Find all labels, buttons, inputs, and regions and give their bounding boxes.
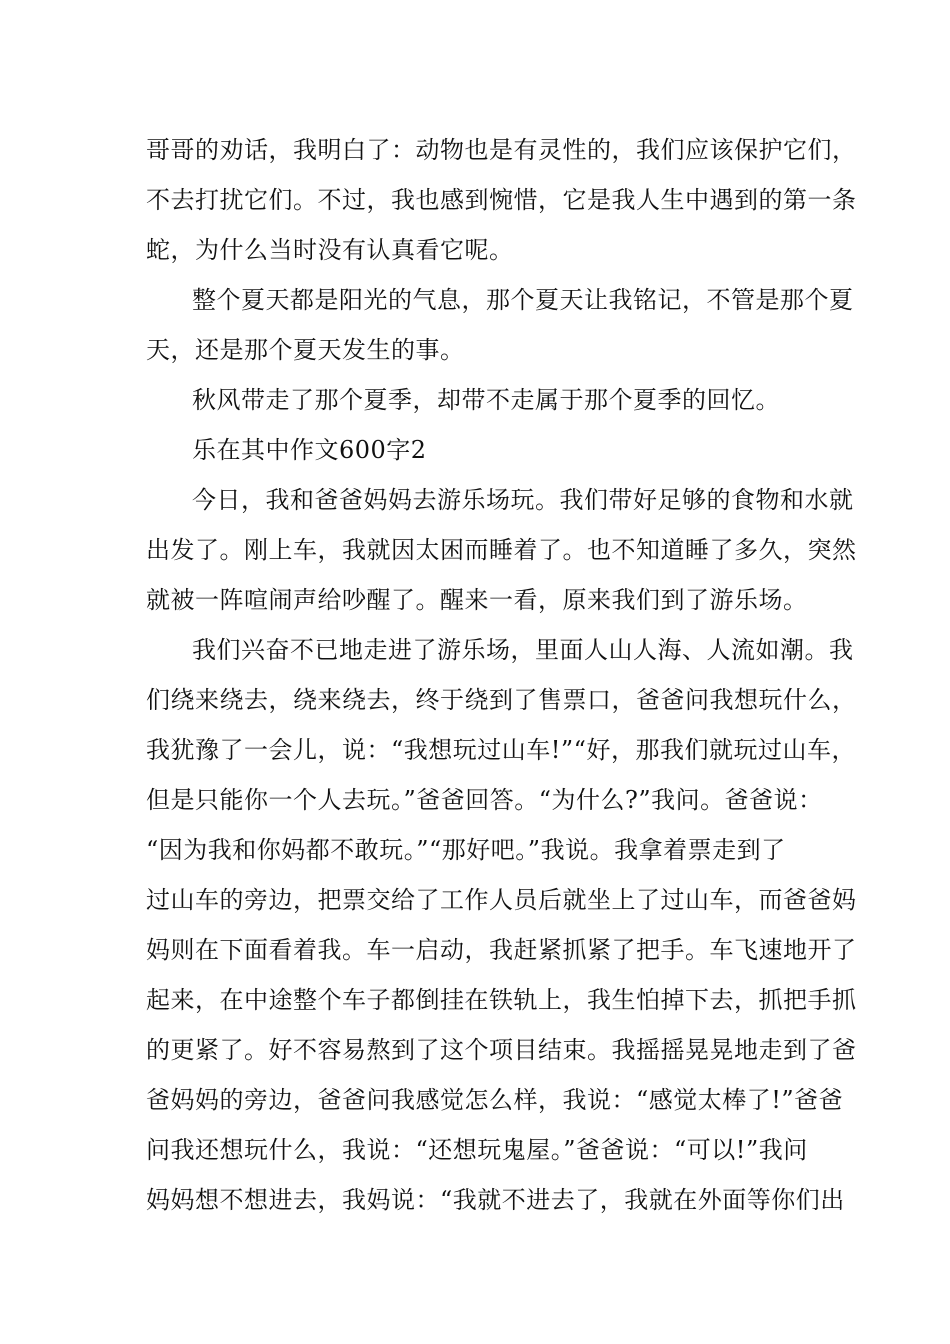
section-heading: 乐在其中作文600字2 bbox=[192, 436, 427, 464]
text-line: 妈妈想不想进去，我妈说：“我就不进去了，我就在外面等你们出 bbox=[146, 1186, 845, 1214]
text-line: 们绕来绕去，绕来绕去，终于绕到了售票口，爸爸问我想玩什么， bbox=[146, 686, 857, 714]
text-line: 整个夏天都是阳光的气息，那个夏天让我铭记，不管是那个夏 bbox=[192, 286, 854, 314]
text-line: 起来，在中途整个车子都倒挂在铁轨上，我生怕掉下去，抓把手抓 bbox=[146, 986, 857, 1014]
text-line: 爸妈妈的旁边，爸爸问我感觉怎么样，我说：“感觉太棒了!”爸爸 bbox=[146, 1086, 844, 1114]
text-line: 妈则在下面看着我。车一启动，我赶紧抓紧了把手。车飞速地开了 bbox=[146, 936, 857, 964]
text-line: 问我还想玩什么，我说：“还想玩鬼屋。”爸爸说：“可以!”我问 bbox=[146, 1136, 808, 1164]
text-line: 我们兴奋不已地走进了游乐场，里面人山人海、人流如潮。我 bbox=[192, 636, 854, 664]
text-line: 不去打扰它们。不过，我也感到惋惜，它是我人生中遇到的第一条 bbox=[146, 186, 857, 214]
text-line: “因为我和你妈都不敢玩。”“那好吧。”我说。我拿着票走到了 bbox=[146, 836, 786, 864]
text-line: 出发了。刚上车，我就因太困而睡着了。也不知道睡了多久，突然 bbox=[146, 536, 857, 564]
text-line: 今日，我和爸爸妈妈去游乐场玩。我们带好足够的食物和水就 bbox=[192, 486, 854, 514]
text-line: 秋风带走了那个夏季，却带不走属于那个夏季的回忆。 bbox=[192, 386, 780, 414]
text-line: 我犹豫了一会儿，说：“我想玩过山车!”“好，那我们就玩过山车， bbox=[146, 736, 856, 764]
text-line: 但是只能你一个人去玩。”爸爸回答。“为什么?”我问。爸爸说： bbox=[146, 786, 823, 814]
text-line: 哥哥的劝话，我明白了：动物也是有灵性的，我们应该保护它们， bbox=[146, 136, 857, 164]
text-line: 就被一阵喧闹声给吵醒了。醒来一看，原来我们到了游乐场。 bbox=[146, 586, 808, 614]
text-line: 的更紧了。好不容易熬到了这个项目结束。我摇摇晃晃地走到了爸 bbox=[146, 1036, 857, 1064]
text-line: 天，还是那个夏天发生的事。 bbox=[146, 336, 465, 364]
text-line: 蛇，为什么当时没有认真看它呢。 bbox=[146, 236, 514, 264]
text-line: 过山车的旁边，把票交给了工作人员后就坐上了过山车，而爸爸妈 bbox=[146, 886, 857, 914]
